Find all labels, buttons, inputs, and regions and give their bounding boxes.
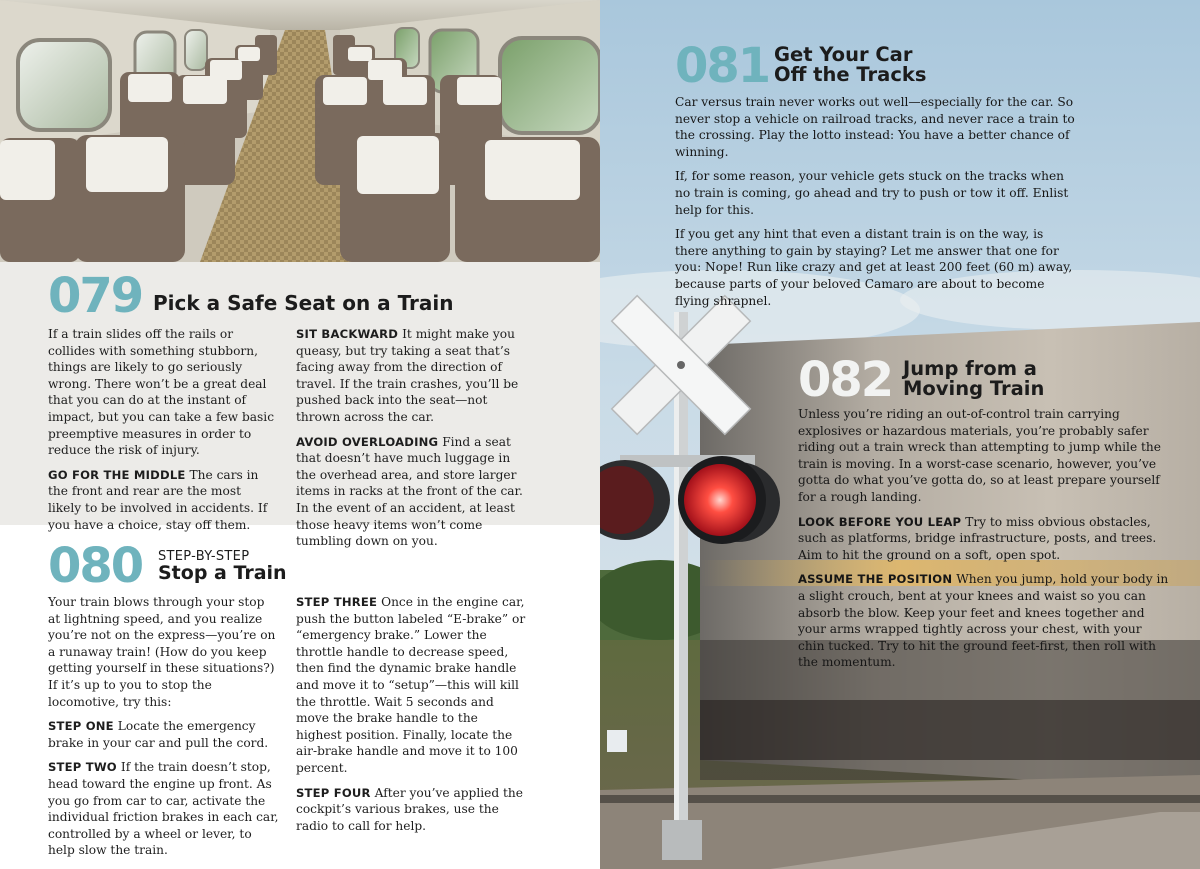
tip-number: 079 [48,268,143,324]
paragraph-text: When you jump, hold your body in a slight crouch, bent at your knees and waist so you can absorb the blow. Keep your feet and knees together and your arms wrapped tightly across your chest, with your chin tucked. Try to hit the ground feet-first, then roll with the momentum. [798,572,1169,670]
subhead: LOOK BEFORE YOU LEAP [798,514,962,529]
tip-081-title [774,45,926,86]
subhead: STEP THREE [296,595,378,609]
paragraph [296,785,526,835]
paragraph-text: After you’ve applied the cockpit’s various brakes, use the radio to call for help. [296,785,523,833]
subhead: AVOID OVERLOADING [296,434,439,449]
subhead: GO FOR THE MIDDLE [48,467,186,482]
paragraph [296,434,528,550]
tip-title-line: Off the Tracks [774,63,927,87]
tip-080-title-block [158,549,287,584]
tip-079-column-1 [48,326,278,541]
paragraph [798,514,1170,564]
paragraph: If, for some reason, your vehicle gets stuck on the tracks when no train is coming, go ahead and try to push or tow it off. Enlist help for this. [675,169,1069,217]
paragraph-text: Once in the engine car, push the button labeled “E-brake” or “emergency brake.” Lower the throttle handle to decrease speed, then find the dynamic brake handle and move it to “setup”—this will kill the throttle. Wait 5 seconds and move the brake handle to the highest position. Finally, locate the air-brake handle and move it to 100 percent. [296,595,526,775]
paragraph-text: If the train doesn’t stop, head toward the engine up front. As you go from car to car, activate the individual friction brakes in each car, controlled by a wheel or lever, to help slow the train. [48,760,279,858]
tip-079-column-2 [296,326,528,558]
paragraph: Unless you’re riding an out-of-control train carrying explosives or hazardous materials, you’re probably safer riding out a train wreck than attempting to jump while the train is moving. In a worst-case scenario, however, you’ve gotta do what you’ve gotta do, so at least prepare yourself for a rough landing. [798,407,1161,504]
paragraph-text: The cars in the front and rear are the most likely to be involved in accidents. If you have a choice, stay off them. [48,467,268,532]
right-page [600,0,1200,869]
tip-082-heading [798,352,893,408]
paragraph-text: Locate the emergency brake in your car and pull the cord. [48,719,269,750]
subhead: STEP FOUR [296,785,371,800]
paragraph [48,467,278,533]
tip-079-heading [48,268,143,324]
paragraph [296,594,526,777]
tip-081-heading [675,38,770,94]
paragraph [48,718,280,751]
tip-081-body [675,94,1075,317]
tip-title: Stop a Train [158,562,287,584]
subhead: STEP ONE [48,719,114,734]
paragraph [48,759,280,859]
paragraph-text: Try to miss obvious obstacles, such as platforms, bridge infrastructure, posts, and trees. Aim to hit the ground on a soft, open spot. [798,514,1157,562]
paragraph: Car versus train never works out well—especially for the car. So never stop a vehicle on railroad tracks, and never race a train to the crossing. Play the lotto instead: You have a better chance of winning. [675,95,1075,159]
tip-082-body [798,406,1170,679]
tip-number: 080 [48,538,143,594]
subhead: SIT BACKWARD [296,327,399,341]
tip-080-column-1 [48,594,280,867]
paragraph [798,571,1170,671]
tip-082-title [903,359,1044,400]
tip-number: 082 [798,352,893,408]
train-interior-photo [0,0,600,262]
tip-title-line: Jump from a [903,357,1037,380]
subhead: ASSUME THE POSITION [798,572,953,587]
tip-080-column-2 [296,594,526,842]
paragraph-text: It might make you queasy, but try taking a seat that’s facing away from the direction of travel. If the train crashes, you’ll be pushed back into the seat—not thrown across the car. [296,327,519,424]
paragraph: If you get any hint that even a distant train is on the way, is there anything to gain by staying? Let me answer that one for you: Nope! Run like crazy and get at least 200 feet (60 m) away, because parts of your beloved Camaro are about to become flying shrapnel. [675,227,1073,308]
tip-title-line: Get Your Car [774,43,913,66]
tip-number: 081 [675,38,770,94]
tip-title: Pick a Safe Seat on a Train [153,291,454,315]
paragraph-text: Find a seat that doesn’t have much luggage in the overhead area, and store larger items in racks at the front of the car. In the event of an accident, at least those heavy items won’t come tumbling down on you. [296,434,523,549]
subhead: STEP TWO [48,760,117,775]
paragraph: Your train blows through your stop at lightning speed, and you realize you’re not on the express—you’re on a runaway train! (How do you keep getting yourself in these situations?) If it’s up to you to stop the locomotive, try this: [48,595,276,709]
tip-kicker: STEP-BY-STEP [158,549,250,564]
tip-title-line: Moving Train [903,377,1045,401]
paragraph [296,326,528,426]
paragraph: If a train slides off the rails or collides with something stubborn, things are likely to go seriously wrong. There won’t be a great deal that you can do at the instant of impact, but you can take a few basic preemptive measures in order to reduce the risk of injury. [48,327,275,458]
tip-080-heading [48,538,143,594]
